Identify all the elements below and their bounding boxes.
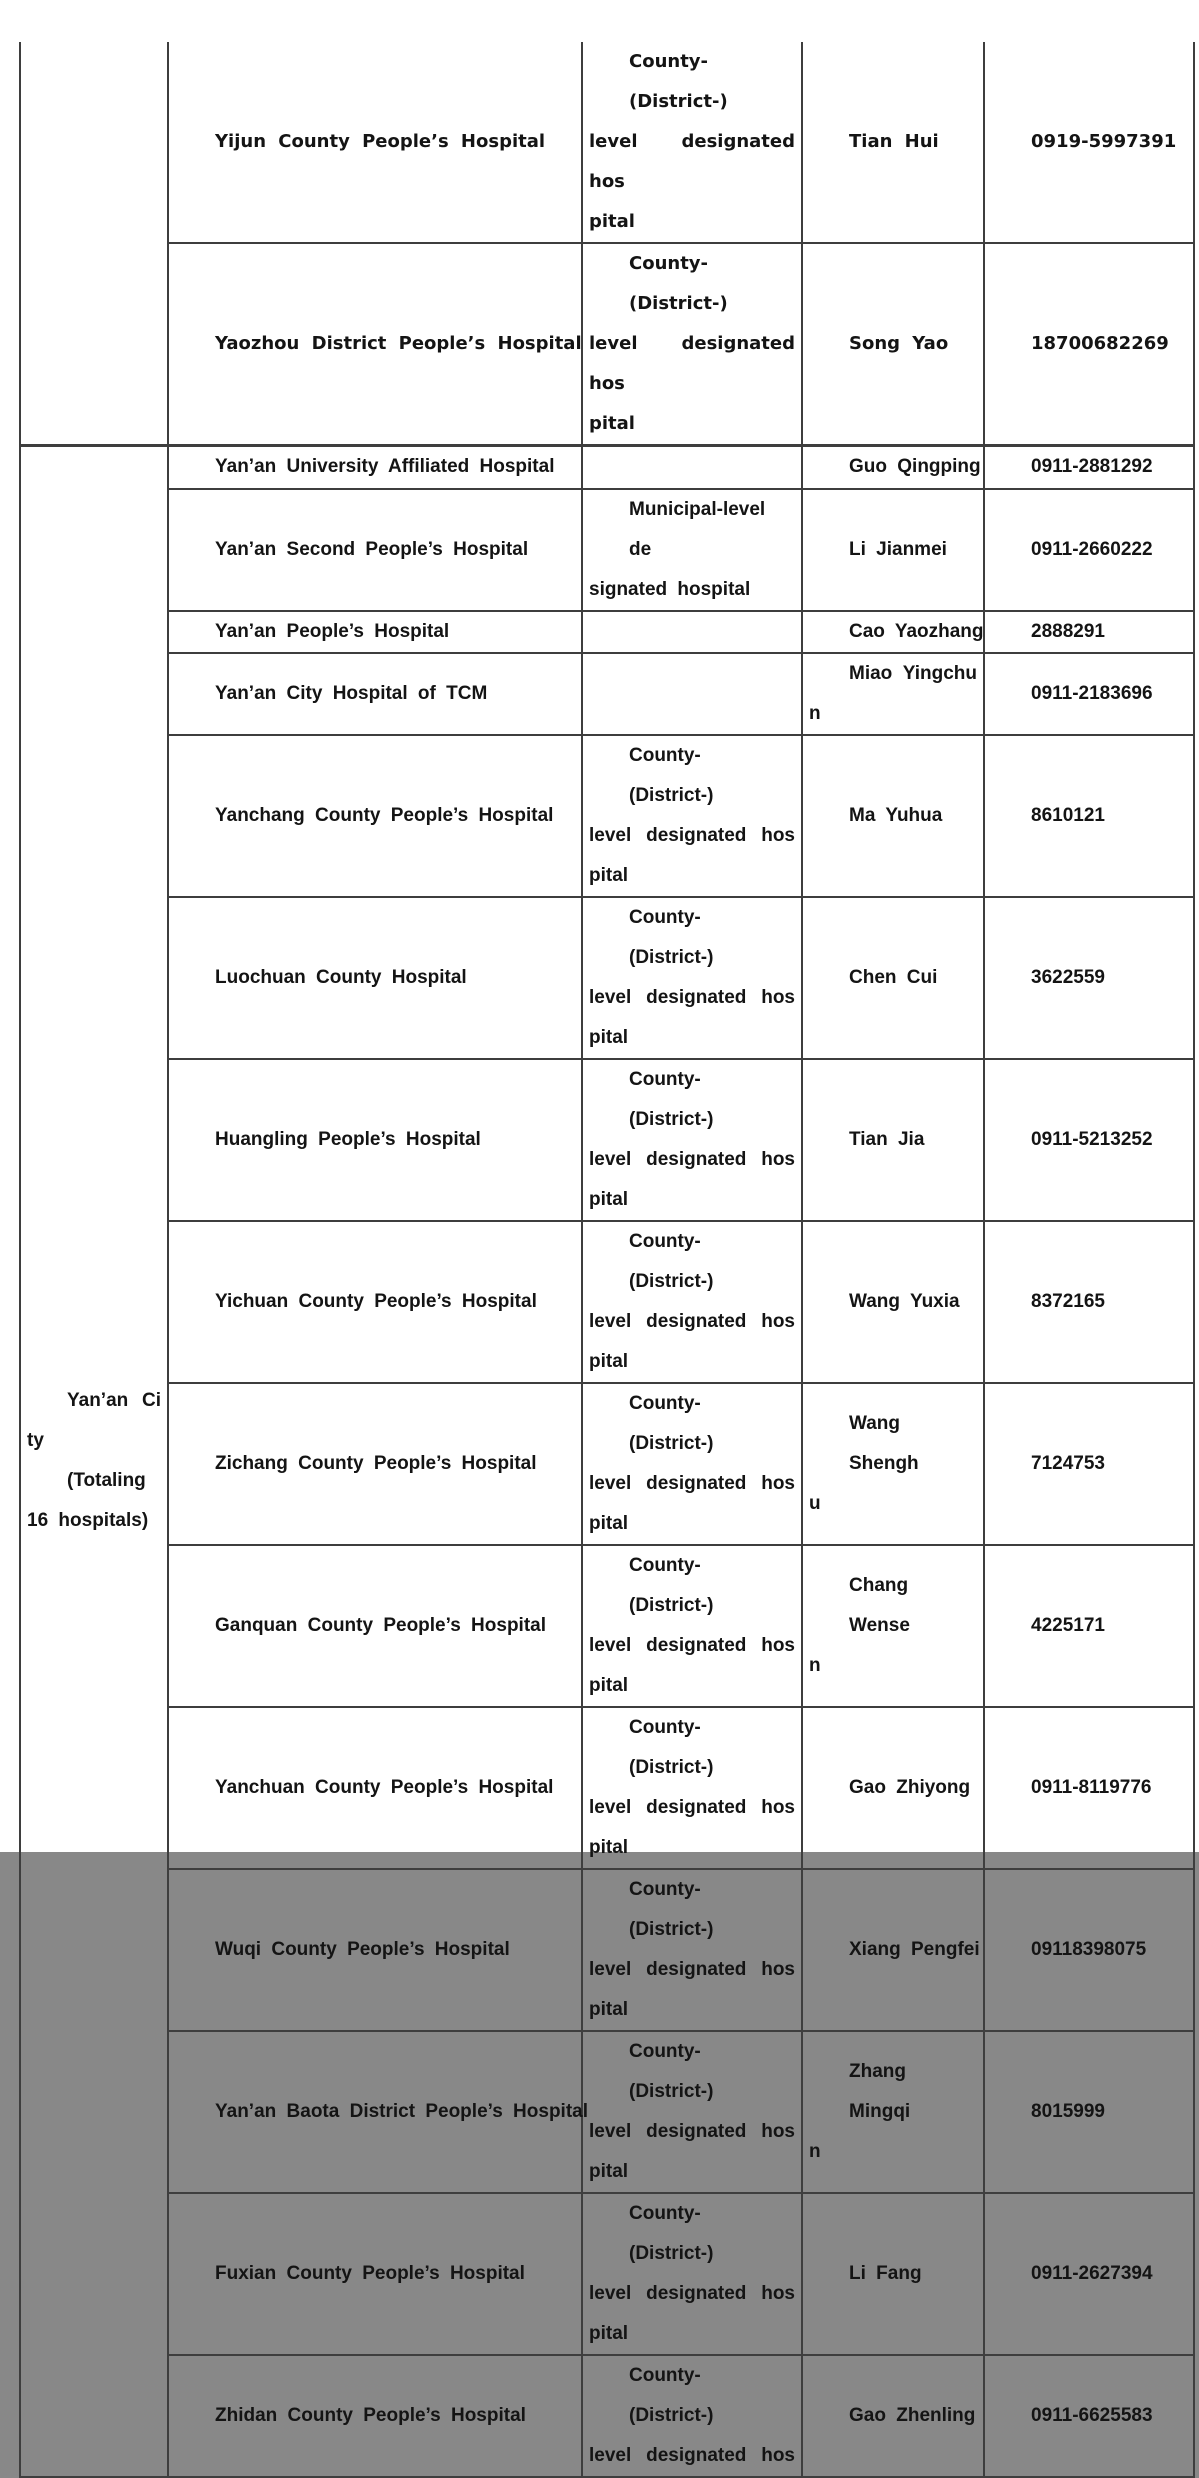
designation-line: pital — [589, 1026, 629, 1048]
designation-line: County- (District-) — [629, 2202, 714, 2264]
phone-number: 4225171 — [1031, 1614, 1105, 1636]
hospital-name-cell — [168, 489, 582, 611]
contact-name-line: Li Jianmei — [849, 538, 947, 560]
designation-line: County- (District-) — [629, 1716, 714, 1778]
contact-cell — [802, 611, 984, 653]
phone-cell — [984, 42, 1194, 243]
designation-cell — [582, 653, 802, 735]
phone-number: 0911-2627394 — [1031, 2262, 1153, 2284]
contact-cell — [802, 1707, 984, 1869]
designation-line: level designated hos — [589, 333, 795, 394]
contact-cell — [802, 2355, 984, 2477]
designation-line: level designated hos — [589, 824, 795, 846]
designation-line: County- (District-) — [629, 744, 714, 806]
phone-cell — [984, 653, 1194, 735]
phone-number: 3622559 — [1031, 966, 1105, 988]
phone-number: 0911-6625583 — [1031, 2404, 1153, 2426]
hospital-name: Yan’an University Affiliated Hospital — [215, 456, 555, 478]
designation-line: County- (District-) — [629, 253, 728, 314]
table-row — [20, 42, 1194, 243]
contact-name-line: Chen Cui — [849, 966, 938, 988]
contact-cell — [802, 489, 984, 611]
designation-line: pital — [589, 1998, 629, 2020]
contact-name-line: Li Fang — [849, 2262, 922, 2284]
designation-cell — [582, 489, 802, 611]
phone-number: 0911-5213252 — [1031, 1128, 1153, 1150]
phone-cell — [984, 1707, 1194, 1869]
designation-line: pital — [589, 2322, 629, 2344]
designation-line: pital — [589, 1512, 629, 1534]
contact-cell — [802, 1221, 984, 1383]
table-row — [20, 2031, 1194, 2193]
table-row — [20, 243, 1194, 446]
contact-cell — [802, 1869, 984, 2031]
hospital-name-cell — [168, 1059, 582, 1221]
hospital-name-cell — [168, 2193, 582, 2355]
phone-number: 0911-2660222 — [1031, 538, 1153, 560]
designation-line: level designated hos — [589, 1148, 795, 1170]
phone-number: 0911-2183696 — [1031, 682, 1153, 704]
contact-cell — [802, 446, 984, 489]
phone-number: 0911-2881292 — [1031, 456, 1153, 478]
designation-line: pital — [589, 1836, 629, 1858]
phone-cell — [984, 489, 1194, 611]
hospital-name: Yan’an Second People’s Hospital — [215, 538, 529, 560]
contact-cell — [802, 897, 984, 1059]
designation-cell — [582, 735, 802, 897]
table-row — [20, 653, 1194, 735]
designation-cell — [582, 611, 802, 653]
designation-cell — [582, 1383, 802, 1545]
table-row — [20, 1707, 1194, 1869]
designation-cell — [582, 897, 802, 1059]
contact-name-line: Gao Zhenling — [849, 2404, 976, 2426]
designation-cell — [582, 2031, 802, 2193]
designation-line: pital — [589, 211, 635, 232]
designation-line: level designated hos — [589, 1958, 795, 1980]
contact-name-line: u — [809, 1492, 821, 1514]
table-row — [20, 611, 1194, 653]
designation-cell — [582, 243, 802, 446]
contact-cell — [802, 2193, 984, 2355]
designation-cell — [582, 2355, 802, 2477]
hospital-name: Yan’an City Hospital of TCM — [215, 682, 488, 704]
contact-name-line: Wang Yuxia — [849, 1290, 960, 1312]
hospital-name: Yijun County People’s Hospital — [215, 131, 546, 152]
contact-name-line: n — [809, 2140, 821, 2162]
designation-cell — [582, 1059, 802, 1221]
designation-line: County- (District-) — [629, 2364, 714, 2426]
designation-cell — [582, 1221, 802, 1383]
phone-number: 7124753 — [1031, 1452, 1105, 1474]
hospital-name-cell — [168, 1869, 582, 2031]
phone-cell — [984, 1545, 1194, 1707]
phone-cell — [984, 1059, 1194, 1221]
hospital-name: Fuxian County People’s Hospital — [215, 2262, 525, 2284]
hospital-name: Yanchang County People’s Hospital — [215, 804, 554, 826]
phone-cell — [984, 1869, 1194, 2031]
table-row — [20, 1059, 1194, 1221]
contact-cell — [802, 1545, 984, 1707]
designation-line: County- (District-) — [629, 906, 714, 968]
hospital-name: Yaozhou District People’s Hospital — [215, 333, 582, 354]
hospital-name: Zichang County People’s Hospital — [215, 1452, 537, 1474]
hospital-name: Huangling People’s Hospital — [215, 1128, 481, 1150]
designation-line: level designated hos — [589, 1310, 795, 1332]
phone-cell — [984, 897, 1194, 1059]
designation-cell — [582, 42, 802, 243]
designation-cell — [582, 1869, 802, 2031]
region-cell — [20, 446, 168, 2477]
hospital-name-cell — [168, 446, 582, 489]
designation-line: signated hospital — [589, 578, 751, 600]
phone-cell — [984, 2031, 1194, 2193]
hospital-name-cell — [168, 1707, 582, 1869]
hospital-name: Yanchuan County People’s Hospital — [215, 1776, 554, 1798]
table-row — [20, 2355, 1194, 2477]
hospital-name-cell — [168, 611, 582, 653]
hospital-name-cell — [168, 735, 582, 897]
region-label-line: (Totaling — [67, 1470, 146, 1492]
designation-line: County- (District-) — [629, 2040, 714, 2102]
designation-line: pital — [589, 413, 635, 434]
hospital-name: Zhidan County People’s Hospital — [215, 2404, 526, 2426]
contact-cell — [802, 243, 984, 446]
hospital-name-cell — [168, 2031, 589, 2193]
designation-line: level designated hos — [589, 1796, 795, 1818]
hospital-name-cell — [168, 897, 582, 1059]
designation-line: pital — [589, 1188, 629, 1210]
phone-number: 8015999 — [1031, 2100, 1105, 2122]
phone-number: 2888291 — [1031, 620, 1105, 642]
contact-cell — [802, 1059, 984, 1221]
designation-line: County- (District-) — [629, 1068, 714, 1130]
contact-name-line: n — [809, 1654, 821, 1676]
table-row — [20, 1545, 1194, 1707]
region-label-line: Yan’an Ci — [67, 1390, 161, 1412]
phone-cell — [984, 1221, 1194, 1383]
contact-name-line: Gao Zhiyong — [849, 1776, 971, 1798]
contact-name-line: Song Yao — [849, 333, 949, 354]
hospital-table-body — [20, 42, 1194, 2477]
phone-cell — [984, 2193, 1194, 2355]
region-label-line: ty — [27, 1430, 44, 1452]
designation-line: level designated hos — [589, 1472, 795, 1494]
region-cell — [20, 42, 168, 446]
designation-line: pital — [589, 1674, 629, 1696]
phone-number: 09118398075 — [1031, 1938, 1147, 1960]
contact-cell — [802, 735, 984, 897]
designation-line: County- (District-) — [629, 1392, 714, 1454]
designation-line: level designated hos — [589, 986, 795, 1008]
table-row — [20, 446, 1194, 489]
designation-line: pital — [589, 2160, 629, 2182]
hospital-name-cell — [168, 1545, 582, 1707]
table-row — [20, 1383, 1194, 1545]
phone-cell — [984, 1383, 1194, 1545]
table-row — [20, 897, 1194, 1059]
contact-cell — [802, 42, 984, 243]
designation-line: level designated hos — [589, 2444, 795, 2466]
hospital-name-cell — [168, 653, 582, 735]
contact-cell — [802, 653, 984, 735]
designation-line: County- (District-) — [629, 1878, 714, 1940]
hospital-name: Luochuan County Hospital — [215, 966, 467, 988]
designation-line: level designated hos — [589, 1634, 795, 1656]
hospital-name-cell — [168, 243, 582, 446]
phone-cell — [984, 611, 1194, 653]
hospital-name: Yichuan County People’s Hospital — [215, 1290, 537, 1312]
designation-line: level designated hos — [589, 2120, 795, 2142]
hospital-name-cell — [168, 42, 582, 243]
hospital-table — [19, 42, 1195, 2478]
designation-cell — [582, 1707, 802, 1869]
contact-name-line: Zhang Mingqi — [849, 2060, 911, 2122]
designation-line: level designated hos — [589, 2282, 795, 2304]
phone-number: 0911-8119776 — [1031, 1776, 1152, 1798]
designation-cell — [582, 446, 802, 489]
phone-cell — [984, 2355, 1194, 2477]
phone-cell — [984, 735, 1194, 897]
designation-cell — [582, 2193, 802, 2355]
hospital-name-cell — [168, 2355, 582, 2477]
contact-name-line: Cao Yaozhang — [849, 620, 984, 642]
contact-name-line: Xiang Pengfei — [849, 1938, 980, 1960]
table-row — [20, 2193, 1194, 2355]
designation-line: County- (District-) — [629, 1230, 714, 1292]
contact-name-line: Chang Wense — [849, 1574, 910, 1636]
table-row — [20, 1869, 1194, 2031]
designation-line: pital — [589, 1350, 629, 1372]
designation-line: County- (District-) — [629, 1554, 714, 1616]
hospital-name-cell — [168, 1221, 582, 1383]
hospital-name: Wuqi County People’s Hospital — [215, 1938, 510, 1960]
contact-name-line: Miao Yingchu — [849, 662, 977, 684]
phone-cell — [984, 243, 1194, 446]
contact-name-line: Tian Jia — [849, 1128, 925, 1150]
hospital-name: Yan’an Baota District People’s Hospital — [215, 2100, 589, 2122]
phone-cell — [984, 446, 1194, 489]
phone-number: 8610121 — [1031, 804, 1105, 826]
designation-cell — [582, 1545, 802, 1707]
contact-name-line: Wang Shengh — [849, 1412, 919, 1474]
designation-line: level designated hos — [589, 131, 795, 192]
contact-name-line: n — [809, 702, 821, 724]
hospital-name: Ganquan County People’s Hospital — [215, 1614, 546, 1636]
contact-cell — [802, 2031, 984, 2193]
table-row — [20, 735, 1194, 897]
table-row — [20, 489, 1194, 611]
designation-line: Municipal-level de — [629, 498, 766, 560]
hospital-name: Yan’an People’s Hospital — [215, 620, 450, 642]
phone-number: 0919-5997391 — [1031, 131, 1177, 152]
phone-number: 8372165 — [1031, 1290, 1105, 1312]
contact-cell — [802, 1383, 984, 1545]
table-row — [20, 1221, 1194, 1383]
region-label-line: 16 hospitals) — [27, 1510, 149, 1532]
contact-name-line: Ma Yuhua — [849, 804, 943, 826]
contact-name-line: Guo Qingping — [849, 456, 981, 478]
designation-line: County- (District-) — [629, 51, 728, 112]
hospital-name-cell — [168, 1383, 582, 1545]
designation-line: pital — [589, 864, 629, 886]
contact-name-line: Tian Hui — [849, 131, 939, 152]
phone-number: 18700682269 — [1031, 333, 1169, 354]
